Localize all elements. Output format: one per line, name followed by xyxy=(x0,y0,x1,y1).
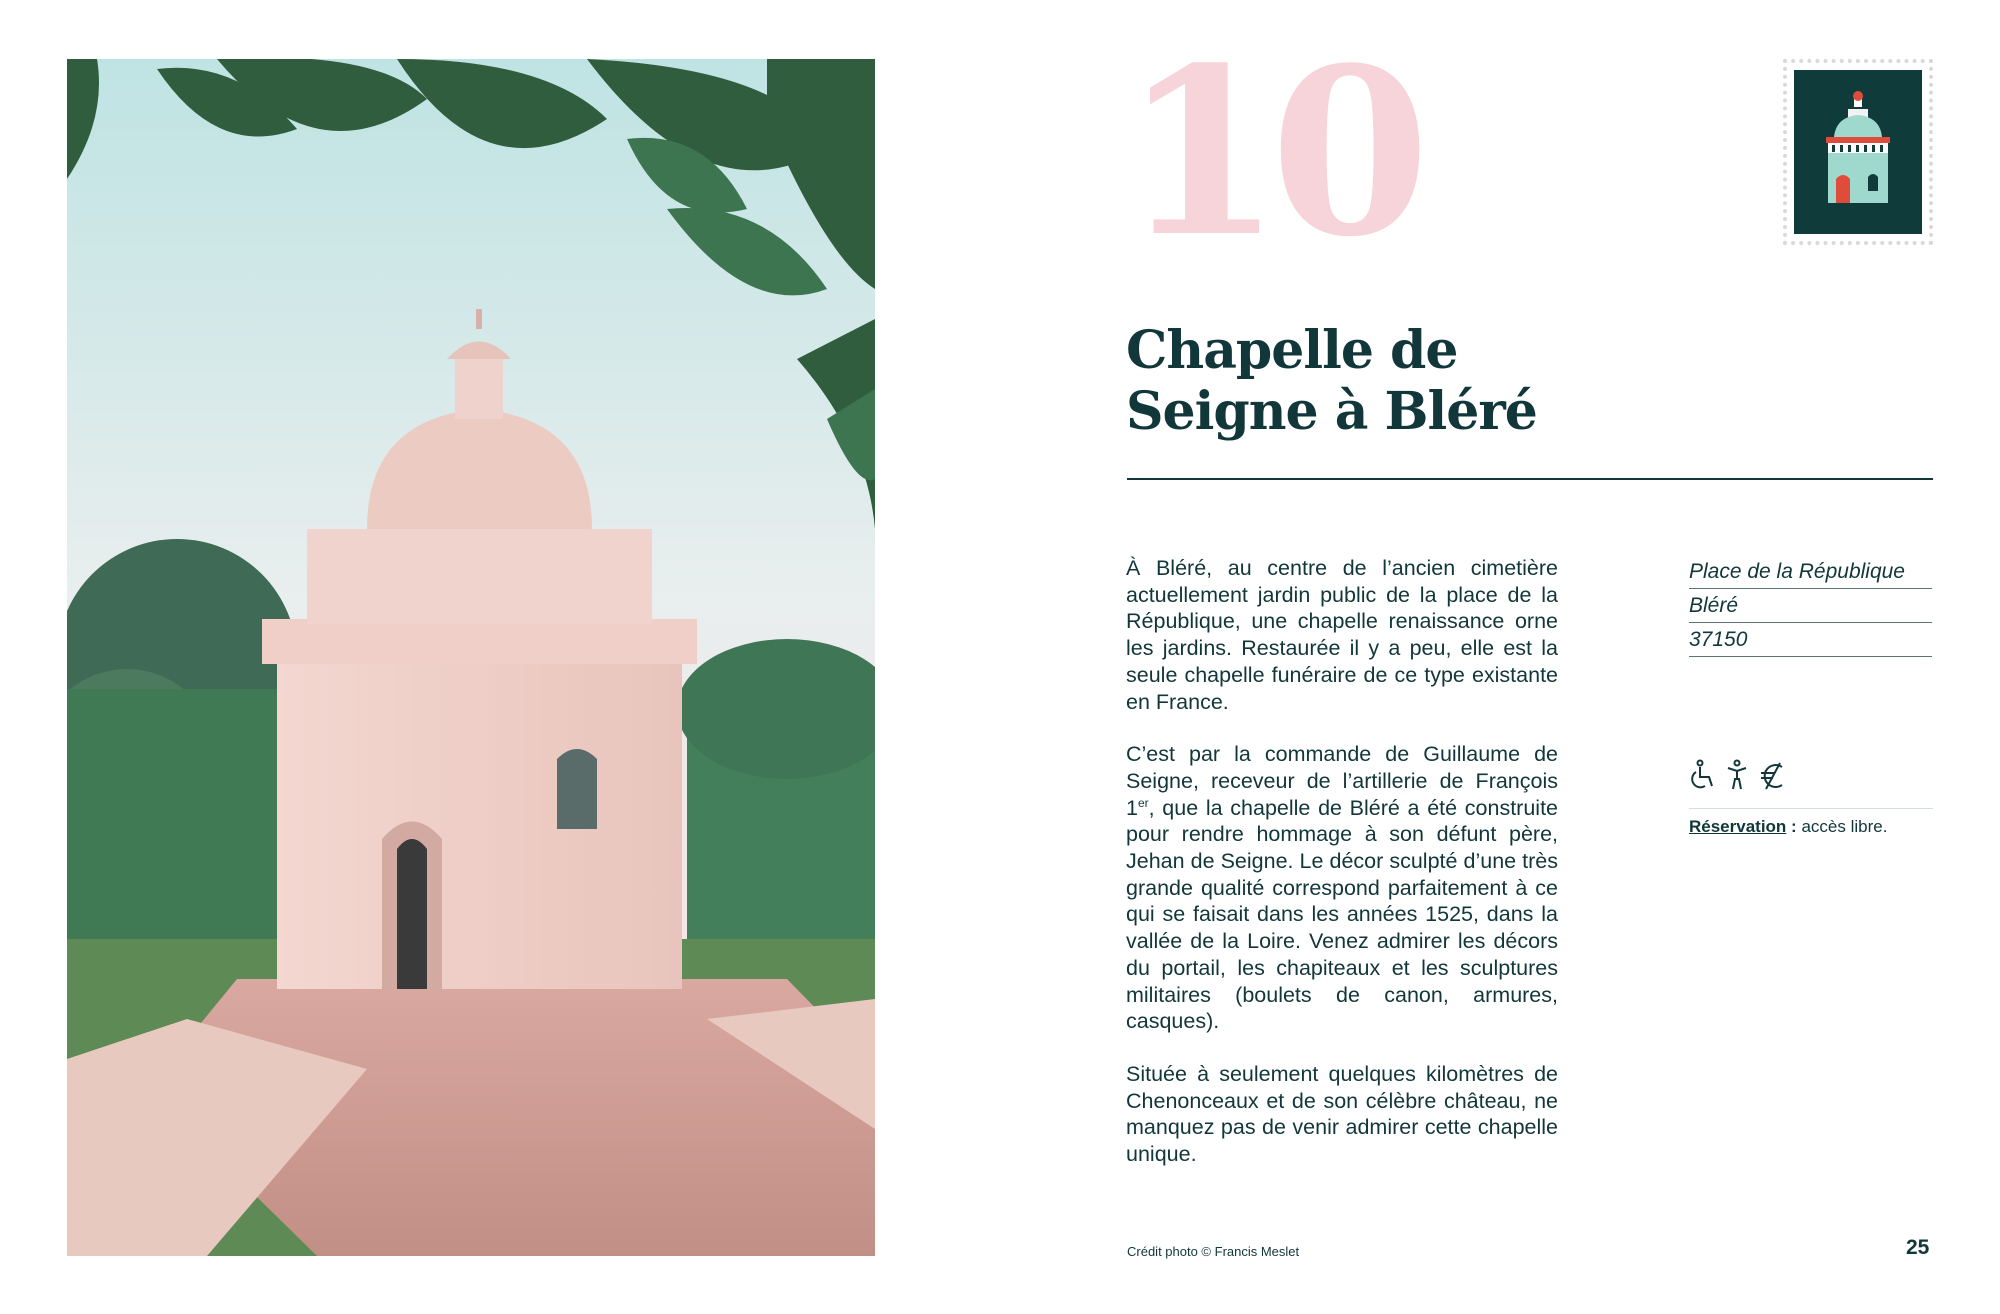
chapel-stamp-illustration xyxy=(1783,59,1933,245)
address-block xyxy=(1689,555,1932,657)
reservation-info: Réservation : accès libre. xyxy=(1689,817,1888,836)
paragraph-1: À Bléré, au centre de l’ancien cimetière actuellement jardin public de la place de la République, une chapelle renaissance orne les jardins. Restaurée il y a peu, elle est la seule chapelle funéraire de ce type existante en France. xyxy=(1126,556,1558,714)
title-divider xyxy=(1127,478,1933,480)
description-text xyxy=(1126,555,1558,1194)
paragraph-3: Située à seulement quelques kilomètres de Chenonceaux et de son célèbre château, ne manquez pas de venir admirer cette chapelle unique. xyxy=(1126,1061,1558,1167)
address-street: Place de la République xyxy=(1689,555,1932,589)
info-divider xyxy=(1689,808,1933,809)
reservation-value: accès libre. xyxy=(1801,817,1888,836)
address-city: Bléré xyxy=(1689,589,1932,623)
info-icons xyxy=(1688,758,1788,792)
title-line-1: Chapelle de xyxy=(1126,320,1458,381)
chapel-photo xyxy=(67,59,875,1256)
wheelchair-accessible-icon xyxy=(1688,759,1716,791)
page-title xyxy=(1126,320,1826,442)
stamp-chapel-icon xyxy=(1794,70,1922,234)
reservation-label[interactable]: Réservation xyxy=(1689,817,1787,836)
title-line-2: Seigne à Bléré xyxy=(1126,381,1537,442)
place-number: 10 xyxy=(1122,18,1419,288)
page-number: 25 xyxy=(1906,1236,1930,1259)
family-icon xyxy=(1722,759,1752,791)
address-postcode: 37150 xyxy=(1689,623,1932,657)
paragraph-2: C’est par la commande de Guillaume de Seigne, receveur de l’artillerie de François 1er, que la chapelle de Bléré a été construite pour rendre hommage à son défunt père, Jehan de Seigne. Le décor sculpté d’une très grande qualité correspond parfaitement à ce qui se faisait dans les années 1525, dans la vallée de la Loire. Venez admirer les décors du portail, les chapiteaux et les sculptures militaires (boulets de canon, armures, casques). xyxy=(1126,742,1558,1034)
photo-credit: Crédit photo © Francis Meslet xyxy=(1127,1244,1300,1259)
euro-icon xyxy=(1758,759,1788,791)
